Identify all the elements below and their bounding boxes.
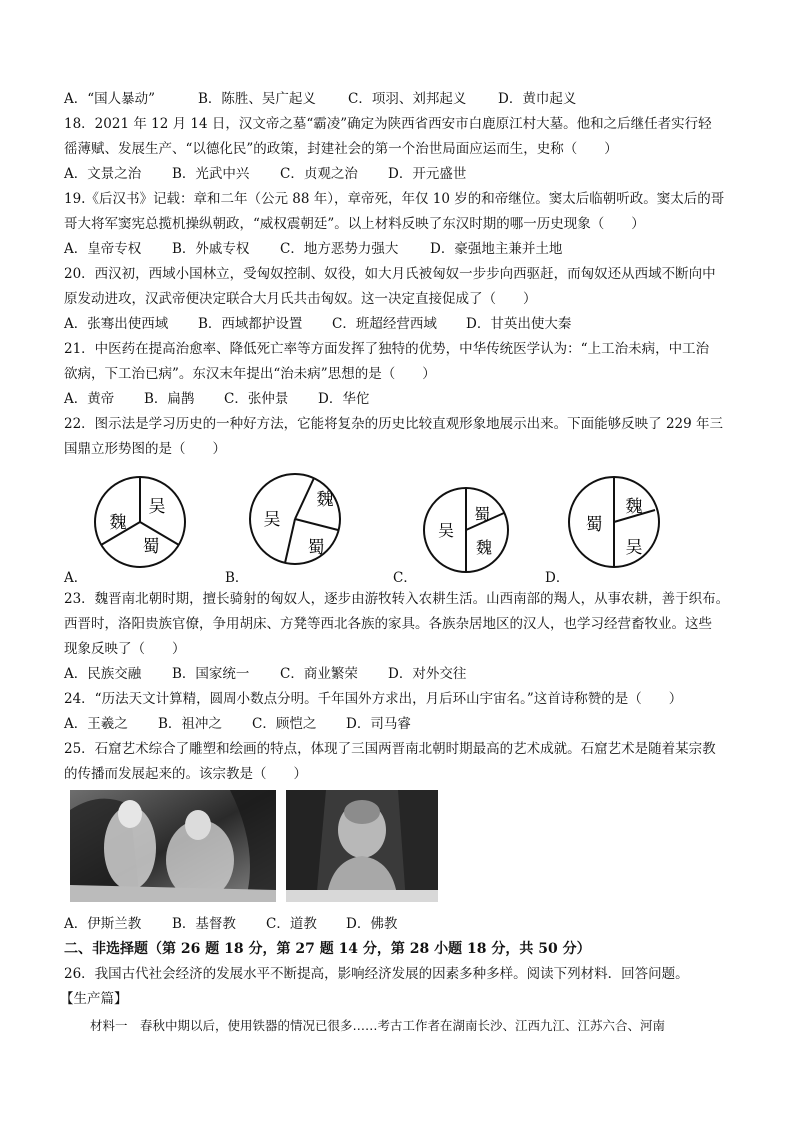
- q19-option-d: D．豪强地主兼并土地: [430, 241, 563, 257]
- q19-option-c: C．地方恶势力强大: [280, 241, 399, 257]
- q18-option-c: C．贞观之治: [280, 166, 358, 182]
- q19-stem-line-2: 哥大将军窦宪总揽机操纵朝政，“威权震朝廷”。以上材料反映了东汉时期的哪一历史现象（ ）: [64, 216, 645, 232]
- q22-option-d: D．: [545, 570, 570, 586]
- pie-d-label-2: 蜀: [585, 515, 603, 535]
- q20-option-a: A．张骞出使西域: [64, 316, 169, 332]
- q23-option-b: B．国家统一: [172, 666, 250, 682]
- pie-b-label-2: 吴: [263, 510, 281, 530]
- q19-option-b: B．外戚专权: [172, 241, 250, 257]
- q19-option-a: A．皇帝专权: [64, 241, 142, 257]
- q25-option-b: B．基督教: [172, 916, 236, 932]
- q23-stem-line-3: 现象反映了（ ）: [64, 641, 186, 657]
- pie-c-label-1: 蜀: [473, 505, 491, 524]
- q21-stem-line-1: 21．中医药在提高治愈率、降低死亡率等方面发挥了独特的优势，中华传统医学认为：“上工治未病，中工治: [64, 341, 710, 357]
- pie-c-label-3: 魏: [475, 538, 493, 557]
- q25-options: [64, 915, 397, 933]
- pie-b-label-3: 蜀: [307, 538, 325, 558]
- q24-stem-line-1: 24．“历法天文计算精，圆周小数点分明。千年国外方求出，月后环山宇宙名。”这首诗称赞的是（ ）: [64, 691, 683, 707]
- q21-stem-line-2: 欲病，下工治已病”。东汉末年提出“治未病”思想的是（ ）: [64, 366, 436, 382]
- pie-c-label-2: 吴: [437, 521, 455, 540]
- q18-option-d: D．开元盛世: [388, 166, 467, 182]
- q17-option-c: C．项羽、刘邦起义: [348, 91, 467, 107]
- q17-option-d: D．黄巾起义: [498, 91, 577, 107]
- production-heading: 【生产篇】: [60, 991, 128, 1007]
- q25-option-a: A．伊斯兰教: [64, 916, 142, 932]
- q21-option-d: D．华佗: [318, 391, 370, 407]
- q18-stem-line-2: 徭薄赋、发展生产、“以德化民”的政策，封建社会的第一个治世局面应运而生，史称（ ）: [64, 141, 618, 157]
- q24-option-c: C．顾恺之: [252, 716, 317, 732]
- q25-option-d: D．佛教: [346, 916, 398, 932]
- q25-option-c: C．道教: [266, 916, 317, 932]
- q22-option-c: C．: [393, 570, 417, 586]
- q24-option-b: B．祖冲之: [158, 716, 222, 732]
- section-2-heading: 二、非选择题（第 26 题 18 分，第 27 题 14 分，第 28 小题 18 分，共 50 分）: [64, 941, 591, 957]
- q21-option-a: A．黄帝: [64, 391, 115, 407]
- pie-b-label-1: 魏: [316, 490, 334, 510]
- q20-stem-line-2: 原发动进攻，汉武帝便决定联合大月氏共击匈奴。这一决定直接促成了（ ）: [64, 291, 537, 307]
- q21-option-b: B．扁鹊: [144, 391, 195, 407]
- q23-option-c: C．商业繁荣: [280, 666, 358, 682]
- q22-option-a: A．: [64, 570, 88, 586]
- q25-stem-line-1: 25．石窟艺术综合了雕塑和绘画的特点，体现了三国两晋南北朝时期最高的艺术成就。石窟艺术是随着某宗教: [64, 741, 716, 757]
- q22-stem-line-2: 国鼎立形势图的是（ ）: [64, 441, 226, 457]
- q24-option-a: A．王羲之: [64, 716, 128, 732]
- q20-stem-line-1: 20．西汉初，西域小国林立，受匈奴控制、奴役，如大月氏被匈奴一步步向西驱赶，而匈奴还从西域不断向中: [64, 266, 716, 282]
- grotto-photo-left: [70, 790, 276, 902]
- q19-stem-line-1: 19.《后汉书》记载：章和二年（公元 88 年），章帝死，年仅 10 岁的和帝继位。窦太后临朝听政。窦太后的哥: [64, 191, 725, 207]
- q20-option-c: C．班超经营西域: [332, 316, 437, 332]
- q17-option-a: A．“国人暴动”: [64, 91, 156, 107]
- q23-stem-line-2: 西晋时，洛阳贵族官僚，争用胡床、方凳等西北各族的家具。各族杂居地区的汉人，也学习经营畜牧业。这些: [64, 616, 712, 632]
- q23-option-a: A．民族交融: [64, 666, 142, 682]
- q20-option-b: B．西域都护设置: [198, 316, 303, 332]
- material-1: 材料一 春秋中期以后，使用铁器的情况已很多……考古工作者在湖南长沙、江西九江、江苏六合、河南: [90, 1018, 666, 1033]
- q25-stem-line-2: 的传播而发展起来的。该宗教是（ ）: [64, 766, 307, 782]
- pie-d-label-1: 魏: [625, 497, 643, 517]
- q26-stem: 26．我国古代社会经济的发展水平不断提高，影响经济发展的因素多种多样。阅读下列材料．回答问题。: [64, 966, 689, 982]
- q18-option-b: B．光武中兴: [172, 166, 250, 182]
- grotto-photo-right: [286, 790, 438, 902]
- q23-stem-line-1: 23．魏晋南北朝时期，擅长骑射的匈奴人，逐步由游牧转入农耕生活。山西南部的羯人，从事农耕，善于织布。: [64, 591, 730, 607]
- pie-a-label-1: 吴: [148, 497, 166, 517]
- q24-option-d: D．司马睿: [346, 716, 411, 732]
- pie-diagram-b: [250, 474, 340, 564]
- q23-options: [64, 665, 466, 683]
- q18-stem-line-1: 18．2021 年 12 月 14 日，汉文帝之墓“霸凌”确定为陕西省西安市白鹿原江村大墓。他和之后继任者实行轻: [64, 116, 712, 132]
- q23-option-d: D．对外交往: [388, 666, 467, 682]
- pie-diagram-c: [424, 488, 508, 572]
- q22-option-b: B．: [225, 570, 249, 586]
- pie-a-label-3: 蜀: [142, 537, 160, 557]
- q21-option-c: C．张仲景: [224, 391, 289, 407]
- q20-option-d: D．甘英出使大秦: [466, 316, 572, 332]
- pie-a-label-2: 魏: [109, 513, 127, 533]
- q24-options: [64, 715, 411, 733]
- q18-option-a: A．文景之治: [64, 166, 142, 182]
- pie-diagram-d: [569, 477, 659, 567]
- q22-stem-line-1: 22．图示法是学习历史的一种好方法，它能将复杂的历史比较直观形象地展示出来。下面能够反映了 229 年三: [64, 416, 724, 432]
- pie-d-label-3: 吴: [625, 538, 643, 558]
- pie-diagram-a: [95, 477, 185, 567]
- q17-option-b: B．陈胜、吴广起义: [198, 91, 316, 107]
